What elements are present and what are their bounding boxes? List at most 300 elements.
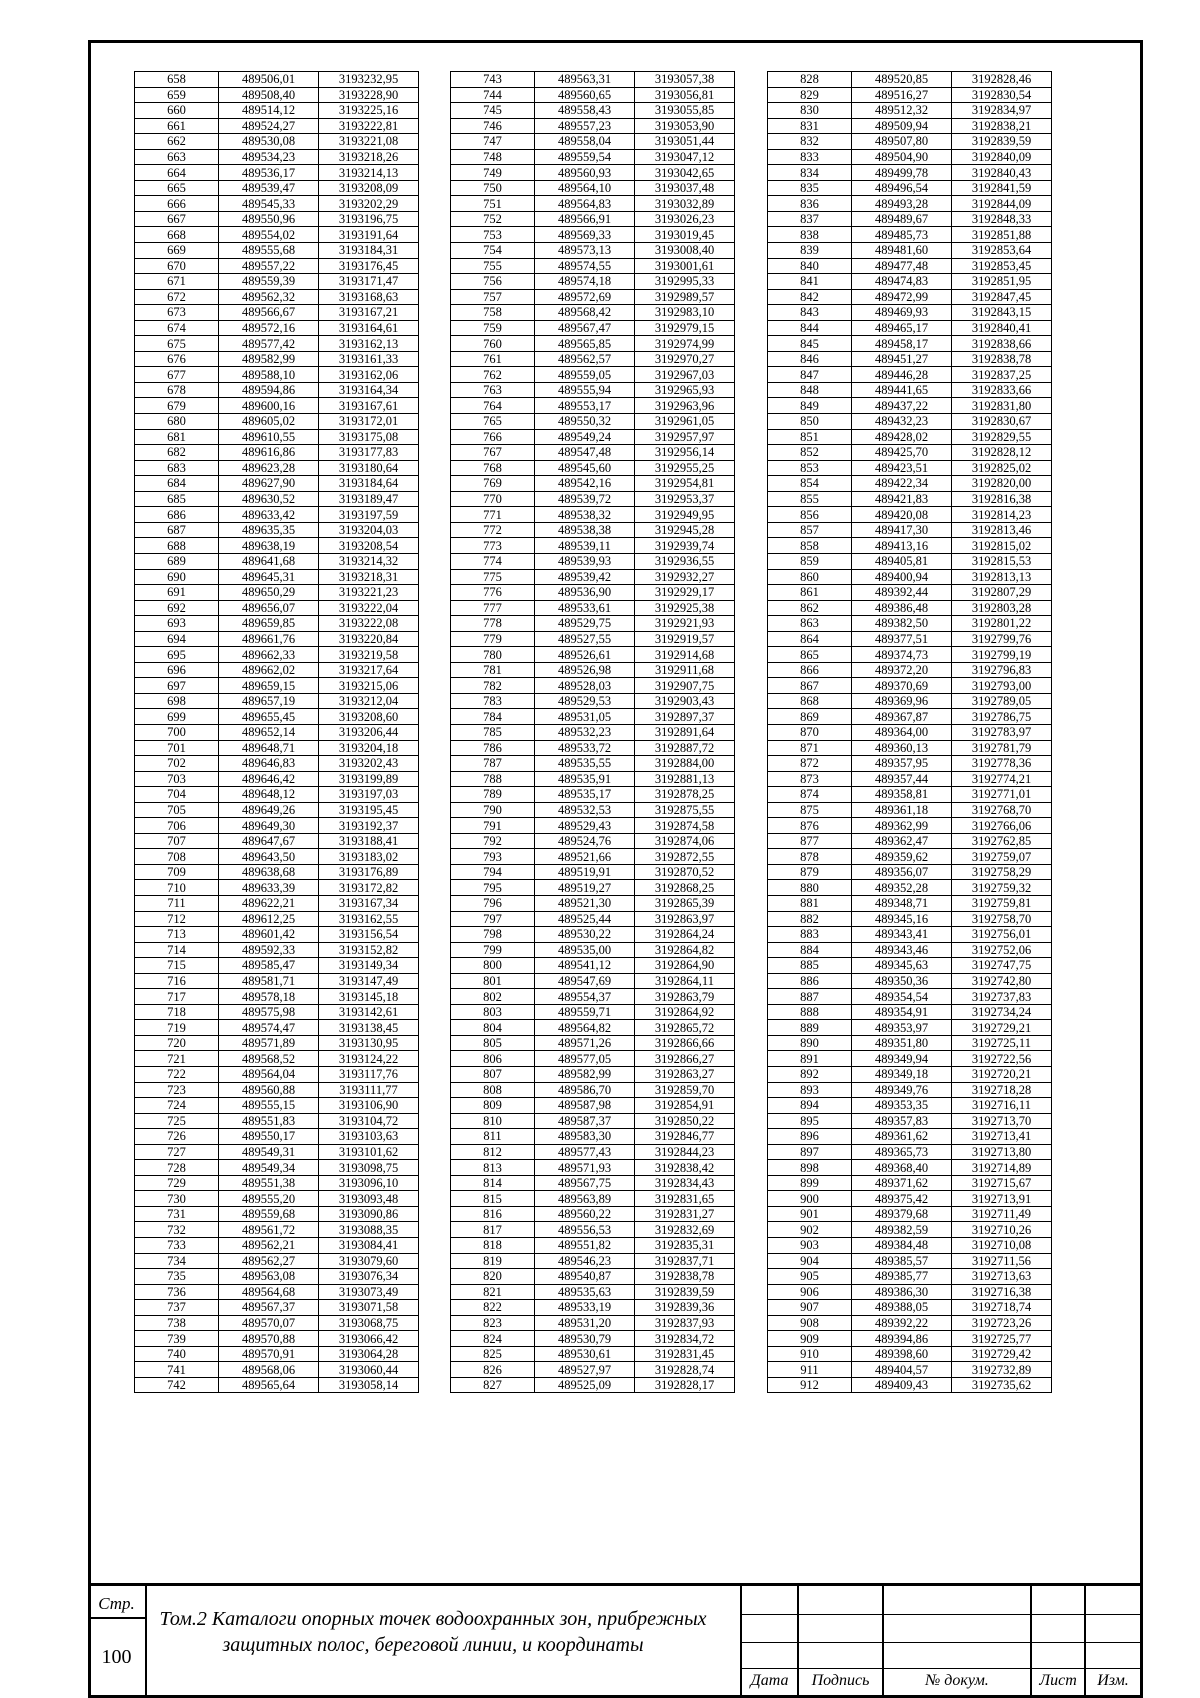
point-number: 773: [451, 538, 535, 554]
coordinate-x: 489649,26: [219, 802, 319, 818]
table-row: [135, 1175, 419, 1191]
table-row: [451, 1238, 735, 1254]
coordinate-x: 489554,37: [535, 989, 635, 1005]
point-number: 908: [768, 1315, 852, 1331]
coordinate-y: 3193042,65: [635, 165, 735, 181]
table-row: [768, 1284, 1052, 1300]
coordinate-y: 3192995,33: [635, 274, 735, 290]
coordinate-y: 3192839,36: [635, 1300, 735, 1316]
coordinate-y: 3192953,37: [635, 491, 735, 507]
table-row: [451, 1331, 735, 1347]
table-row: [768, 911, 1052, 927]
table-row: [451, 367, 735, 383]
point-number: 801: [451, 973, 535, 989]
point-number: 828: [768, 72, 852, 88]
point-number: 854: [768, 476, 852, 492]
coordinate-x: 489533,61: [535, 600, 635, 616]
coordinate-y: 3192864,24: [635, 927, 735, 943]
document-title-line-1: Том.2 Каталоги опорных точек водоохранных зон, прибрежных: [159, 1608, 707, 1630]
point-number: 851: [768, 429, 852, 445]
coordinate-y: 3193176,45: [319, 258, 419, 274]
table-row: [768, 833, 1052, 849]
coordinate-y: 3193228,90: [319, 87, 419, 103]
table-row: [451, 522, 735, 538]
coordinate-x: 489372,20: [852, 662, 952, 678]
page-number: 100: [101, 1646, 132, 1668]
coordinate-x: 489571,26: [535, 1035, 635, 1051]
coordinate-x: 489379,68: [852, 1206, 952, 1222]
point-number: 672: [135, 289, 219, 305]
coordinate-x: 489496,54: [852, 180, 952, 196]
coordinate-y: 3192866,66: [635, 1035, 735, 1051]
point-number: 822: [451, 1300, 535, 1316]
coordinate-x: 489394,86: [852, 1331, 952, 1347]
point-number: 901: [768, 1206, 852, 1222]
coordinate-x: 489577,05: [535, 1051, 635, 1067]
coordinate-y: 3192711,56: [952, 1253, 1052, 1269]
point-number: 763: [451, 382, 535, 398]
coordinate-x: 489564,10: [535, 180, 635, 196]
point-number: 745: [451, 103, 535, 119]
coordinate-y: 3193032,89: [635, 196, 735, 212]
point-number: 694: [135, 631, 219, 647]
coordinate-x: 489570,07: [219, 1315, 319, 1331]
coordinate-table-1: [134, 71, 419, 1393]
coordinate-y: 3193196,75: [319, 211, 419, 227]
table-row: [768, 289, 1052, 305]
coordinate-y: 3192807,29: [952, 585, 1052, 601]
header-change: Изм.: [1097, 1672, 1129, 1689]
coordinate-x: 489627,90: [219, 476, 319, 492]
point-number: 877: [768, 833, 852, 849]
coordinate-x: 489384,48: [852, 1238, 952, 1254]
table-row: [135, 320, 419, 336]
point-number: 752: [451, 211, 535, 227]
coordinate-y: 3192833,66: [952, 382, 1052, 398]
coordinate-x: 489530,79: [535, 1331, 635, 1347]
point-number: 874: [768, 787, 852, 803]
coordinate-y: 3193208,60: [319, 709, 419, 725]
point-number: 728: [135, 1160, 219, 1176]
point-number: 847: [768, 367, 852, 383]
coordinate-x: 489398,60: [852, 1346, 952, 1362]
table-row: [768, 1253, 1052, 1269]
coordinate-y: 3193191,64: [319, 227, 419, 243]
coordinate-y: 3192865,72: [635, 1020, 735, 1036]
table-row: [768, 927, 1052, 943]
coordinate-x: 489574,18: [535, 274, 635, 290]
coordinate-y: 3192796,83: [952, 662, 1052, 678]
coordinate-y: 3193204,18: [319, 740, 419, 756]
coordinate-x: 489645,31: [219, 569, 319, 585]
point-number: 690: [135, 569, 219, 585]
coordinate-x: 489547,69: [535, 973, 635, 989]
coordinate-y: 3193184,64: [319, 476, 419, 492]
table-row: [768, 895, 1052, 911]
coordinate-x: 489555,94: [535, 382, 635, 398]
coordinate-x: 489514,12: [219, 103, 319, 119]
coordinate-x: 489567,47: [535, 320, 635, 336]
table-row: [451, 1004, 735, 1020]
table-row: [135, 118, 419, 134]
coordinate-y: 3192843,15: [952, 305, 1052, 321]
coordinate-y: 3193103,63: [319, 1129, 419, 1145]
point-number: 704: [135, 787, 219, 803]
coordinate-y: 3192729,21: [952, 1020, 1052, 1036]
coordinate-y: 3192786,75: [952, 709, 1052, 725]
point-number: 794: [451, 864, 535, 880]
table-row: [135, 724, 419, 740]
coordinate-y: 3192859,70: [635, 1082, 735, 1098]
point-number: 824: [451, 1331, 535, 1347]
point-number: 721: [135, 1051, 219, 1067]
coordinate-y: 3193176,89: [319, 864, 419, 880]
coordinate-x: 489553,17: [535, 398, 635, 414]
table-row: [768, 491, 1052, 507]
coordinate-x: 489564,82: [535, 1020, 635, 1036]
coordinate-y: 3192718,28: [952, 1082, 1052, 1098]
coordinate-x: 489562,27: [219, 1253, 319, 1269]
coordinate-x: 489413,16: [852, 538, 952, 554]
coordinate-x: 489539,93: [535, 553, 635, 569]
table-row: [451, 1098, 735, 1114]
point-number: 669: [135, 243, 219, 259]
coordinate-x: 489659,15: [219, 678, 319, 694]
table-row: [451, 1346, 735, 1362]
point-number: 687: [135, 522, 219, 538]
coordinate-y: 3192759,07: [952, 849, 1052, 865]
coordinate-x: 489539,11: [535, 538, 635, 554]
point-number: 895: [768, 1113, 852, 1129]
table-row: [451, 538, 735, 554]
coordinate-x: 489641,68: [219, 553, 319, 569]
coordinate-y: 3192864,90: [635, 958, 735, 974]
point-number: 658: [135, 72, 219, 88]
table-row: [768, 647, 1052, 663]
point-number: 838: [768, 227, 852, 243]
point-number: 775: [451, 569, 535, 585]
point-number: 888: [768, 1004, 852, 1020]
coordinate-y: 3192839,59: [952, 134, 1052, 150]
coordinate-x: 489509,94: [852, 118, 952, 134]
coordinate-y: 3193098,75: [319, 1160, 419, 1176]
coordinate-y: 3192789,05: [952, 693, 1052, 709]
table-row: [135, 631, 419, 647]
coordinate-y: 3193090,86: [319, 1206, 419, 1222]
coordinate-y: 3192799,19: [952, 647, 1052, 663]
coordinate-y: 3192716,11: [952, 1098, 1052, 1114]
table-row: [135, 1238, 419, 1254]
table-row: [451, 460, 735, 476]
table-row: [135, 740, 419, 756]
coordinate-x: 489535,63: [535, 1284, 635, 1300]
coordinate-y: 3192778,36: [952, 756, 1052, 772]
coordinate-x: 489350,36: [852, 973, 952, 989]
coordinate-y: 3192907,75: [635, 678, 735, 694]
coordinate-x: 489638,68: [219, 864, 319, 880]
coordinate-x: 489361,62: [852, 1129, 952, 1145]
coordinate-y: 3192759,32: [952, 880, 1052, 896]
point-number: 818: [451, 1238, 535, 1254]
point-number: 747: [451, 134, 535, 150]
table-row: [135, 569, 419, 585]
table-row: [451, 880, 735, 896]
coordinate-x: 489622,21: [219, 895, 319, 911]
point-number: 907: [768, 1300, 852, 1316]
table-row: [768, 942, 1052, 958]
coordinate-y: 3192725,11: [952, 1035, 1052, 1051]
coordinate-x: 489345,63: [852, 958, 952, 974]
table-row: [768, 274, 1052, 290]
table-row: [451, 631, 735, 647]
table-row: [768, 336, 1052, 352]
table-row: [135, 414, 419, 430]
coordinate-x: 489493,28: [852, 196, 952, 212]
point-number: 735: [135, 1269, 219, 1285]
point-number: 911: [768, 1362, 852, 1378]
table-row: [135, 1284, 419, 1300]
coordinate-y: 3193106,90: [319, 1098, 419, 1114]
table-row: [451, 1051, 735, 1067]
coordinate-y: 3193221,23: [319, 585, 419, 601]
point-number: 781: [451, 662, 535, 678]
coordinate-y: 3193058,14: [319, 1377, 419, 1393]
header-doc-number: № докум.: [925, 1672, 989, 1689]
coordinate-x: 489534,23: [219, 149, 319, 165]
table-row: [451, 1175, 735, 1191]
coordinate-y: 3192839,59: [635, 1284, 735, 1300]
coordinate-y: 3193222,08: [319, 616, 419, 632]
table-row: [451, 1300, 735, 1316]
coordinate-y: 3192723,26: [952, 1315, 1052, 1331]
coordinate-x: 489369,96: [852, 693, 952, 709]
coordinate-y: 3192820,00: [952, 476, 1052, 492]
point-number: 785: [451, 724, 535, 740]
point-number: 733: [135, 1238, 219, 1254]
coordinate-x: 489477,48: [852, 258, 952, 274]
coordinate-x: 489357,95: [852, 756, 952, 772]
coordinate-x: 489530,22: [535, 927, 635, 943]
coordinate-x: 489564,83: [535, 196, 635, 212]
coordinate-y: 3192828,17: [635, 1377, 735, 1393]
coordinate-x: 489357,44: [852, 771, 952, 787]
point-number: 844: [768, 320, 852, 336]
point-number: 795: [451, 880, 535, 896]
coordinate-x: 489524,27: [219, 118, 319, 134]
table-row: [451, 662, 735, 678]
table-row: [768, 382, 1052, 398]
table-row: [768, 631, 1052, 647]
point-number: 738: [135, 1315, 219, 1331]
coordinate-y: 3193183,02: [319, 849, 419, 865]
coordinate-x: 489421,83: [852, 491, 952, 507]
table-row: [135, 1206, 419, 1222]
table-row: [768, 1222, 1052, 1238]
coordinate-x: 489578,18: [219, 989, 319, 1005]
table-row: [768, 1377, 1052, 1393]
coordinate-y: 3192834,43: [635, 1175, 735, 1191]
point-number: 800: [451, 958, 535, 974]
table-row: [135, 585, 419, 601]
coordinate-y: 3192939,74: [635, 538, 735, 554]
coordinate-y: 3193197,03: [319, 787, 419, 803]
coordinate-x: 489536,90: [535, 585, 635, 601]
table-row: [768, 973, 1052, 989]
point-number: 706: [135, 818, 219, 834]
table-row: [135, 211, 419, 227]
point-number: 859: [768, 553, 852, 569]
coordinate-y: 3192834,97: [952, 103, 1052, 119]
coordinate-y: 3193208,54: [319, 538, 419, 554]
coordinate-y: 3192828,74: [635, 1362, 735, 1378]
coordinate-x: 489643,50: [219, 849, 319, 865]
coordinate-y: 3193047,12: [635, 149, 735, 165]
table-row: [135, 1269, 419, 1285]
coordinate-y: 3193008,40: [635, 243, 735, 259]
coordinate-x: 489367,87: [852, 709, 952, 725]
coordinate-x: 489362,99: [852, 818, 952, 834]
coordinate-x: 489392,22: [852, 1315, 952, 1331]
coordinate-x: 489360,13: [852, 740, 952, 756]
table-row: [135, 1144, 419, 1160]
coordinate-x: 489555,68: [219, 243, 319, 259]
point-number: 799: [451, 942, 535, 958]
coordinate-x: 489535,55: [535, 756, 635, 772]
table-row: [135, 756, 419, 772]
coordinate-y: 3193060,44: [319, 1362, 419, 1378]
table-row: [768, 1098, 1052, 1114]
coordinate-x: 489646,42: [219, 771, 319, 787]
table-row: [135, 833, 419, 849]
table-row: [768, 258, 1052, 274]
table-row: [135, 103, 419, 119]
table-row: [135, 1362, 419, 1378]
coordinate-x: 489648,12: [219, 787, 319, 803]
coordinate-x: 489638,19: [219, 538, 319, 554]
coordinate-y: 3192887,72: [635, 740, 735, 756]
coordinate-y: 3192829,55: [952, 429, 1052, 445]
coordinate-table-3: [767, 71, 1052, 1393]
coordinate-y: 3192863,97: [635, 911, 735, 927]
table-row: [135, 149, 419, 165]
coordinate-x: 489529,43: [535, 818, 635, 834]
coordinate-x: 489568,42: [535, 305, 635, 321]
point-number: 724: [135, 1098, 219, 1114]
point-number: 896: [768, 1129, 852, 1145]
coordinate-x: 489507,80: [852, 134, 952, 150]
coordinate-y: 3192868,25: [635, 880, 735, 896]
coordinate-y: 3193164,61: [319, 320, 419, 336]
coordinate-y: 3192713,80: [952, 1144, 1052, 1160]
coordinate-x: 489583,30: [535, 1129, 635, 1145]
coordinate-y: 3193079,60: [319, 1253, 419, 1269]
table-row: [451, 491, 735, 507]
coordinate-y: 3192830,54: [952, 87, 1052, 103]
coordinate-x: 489382,50: [852, 616, 952, 632]
coordinate-x: 489616,86: [219, 445, 319, 461]
coordinate-y: 3192825,02: [952, 460, 1052, 476]
coordinate-x: 489364,00: [852, 724, 952, 740]
coordinate-y: 3192881,13: [635, 771, 735, 787]
coordinate-x: 489349,94: [852, 1051, 952, 1067]
point-number: 887: [768, 989, 852, 1005]
coordinate-x: 489526,61: [535, 647, 635, 663]
point-number: 697: [135, 678, 219, 694]
coordinate-y: 3193152,82: [319, 942, 419, 958]
point-number: 893: [768, 1082, 852, 1098]
coordinate-y: 3192875,55: [635, 802, 735, 818]
table-row: [451, 1206, 735, 1222]
point-number: 820: [451, 1269, 535, 1285]
coordinate-x: 489558,04: [535, 134, 635, 150]
table-row: [135, 180, 419, 196]
coordinate-x: 489542,16: [535, 476, 635, 492]
coordinate-y: 3192965,93: [635, 382, 735, 398]
point-number: 787: [451, 756, 535, 772]
table-row: [768, 849, 1052, 865]
point-number: 659: [135, 87, 219, 103]
point-number: 730: [135, 1191, 219, 1207]
table-row: [768, 569, 1052, 585]
point-number: 821: [451, 1284, 535, 1300]
point-number: 757: [451, 289, 535, 305]
table-row: [768, 585, 1052, 601]
coordinate-y: 3192891,64: [635, 724, 735, 740]
point-number: 776: [451, 585, 535, 601]
coordinate-x: 489555,15: [219, 1098, 319, 1114]
coordinate-y: 3193138,45: [319, 1020, 419, 1036]
coordinate-y: 3193225,16: [319, 103, 419, 119]
coordinate-x: 489538,32: [535, 507, 635, 523]
point-number: 905: [768, 1269, 852, 1285]
point-number: 746: [451, 118, 535, 134]
coordinate-y: 3192714,89: [952, 1160, 1052, 1176]
coordinate-y: 3193222,81: [319, 118, 419, 134]
coordinate-x: 489530,61: [535, 1346, 635, 1362]
coordinate-y: 3193218,26: [319, 149, 419, 165]
coordinate-y: 3193142,61: [319, 1004, 419, 1020]
table-row: [768, 1113, 1052, 1129]
table-row: [451, 1082, 735, 1098]
coordinate-x: 489385,57: [852, 1253, 952, 1269]
coordinate-y: 3192752,06: [952, 942, 1052, 958]
point-number: 860: [768, 569, 852, 585]
table-row: [135, 1160, 419, 1176]
coordinate-y: 3192713,41: [952, 1129, 1052, 1145]
point-number: 739: [135, 1331, 219, 1347]
header-sheet: Лист: [1039, 1672, 1077, 1689]
coordinate-x: 489560,65: [535, 87, 635, 103]
point-number: 722: [135, 1067, 219, 1083]
coordinate-x: 489550,17: [219, 1129, 319, 1145]
table-row: [451, 1315, 735, 1331]
coordinate-y: 3193111,77: [319, 1082, 419, 1098]
coordinate-y: 3192815,53: [952, 553, 1052, 569]
coordinate-y: 3192961,05: [635, 414, 735, 430]
coordinate-x: 489588,10: [219, 367, 319, 383]
coordinate-x: 489662,33: [219, 647, 319, 663]
coordinate-x: 489368,40: [852, 1160, 952, 1176]
point-number: 848: [768, 382, 852, 398]
table-row: [135, 460, 419, 476]
coordinate-x: 489633,42: [219, 507, 319, 523]
table-row: [768, 429, 1052, 445]
coordinate-x: 489533,72: [535, 740, 635, 756]
point-number: 689: [135, 553, 219, 569]
coordinate-x: 489356,07: [852, 864, 952, 880]
point-number: 677: [135, 367, 219, 383]
point-number: 707: [135, 833, 219, 849]
